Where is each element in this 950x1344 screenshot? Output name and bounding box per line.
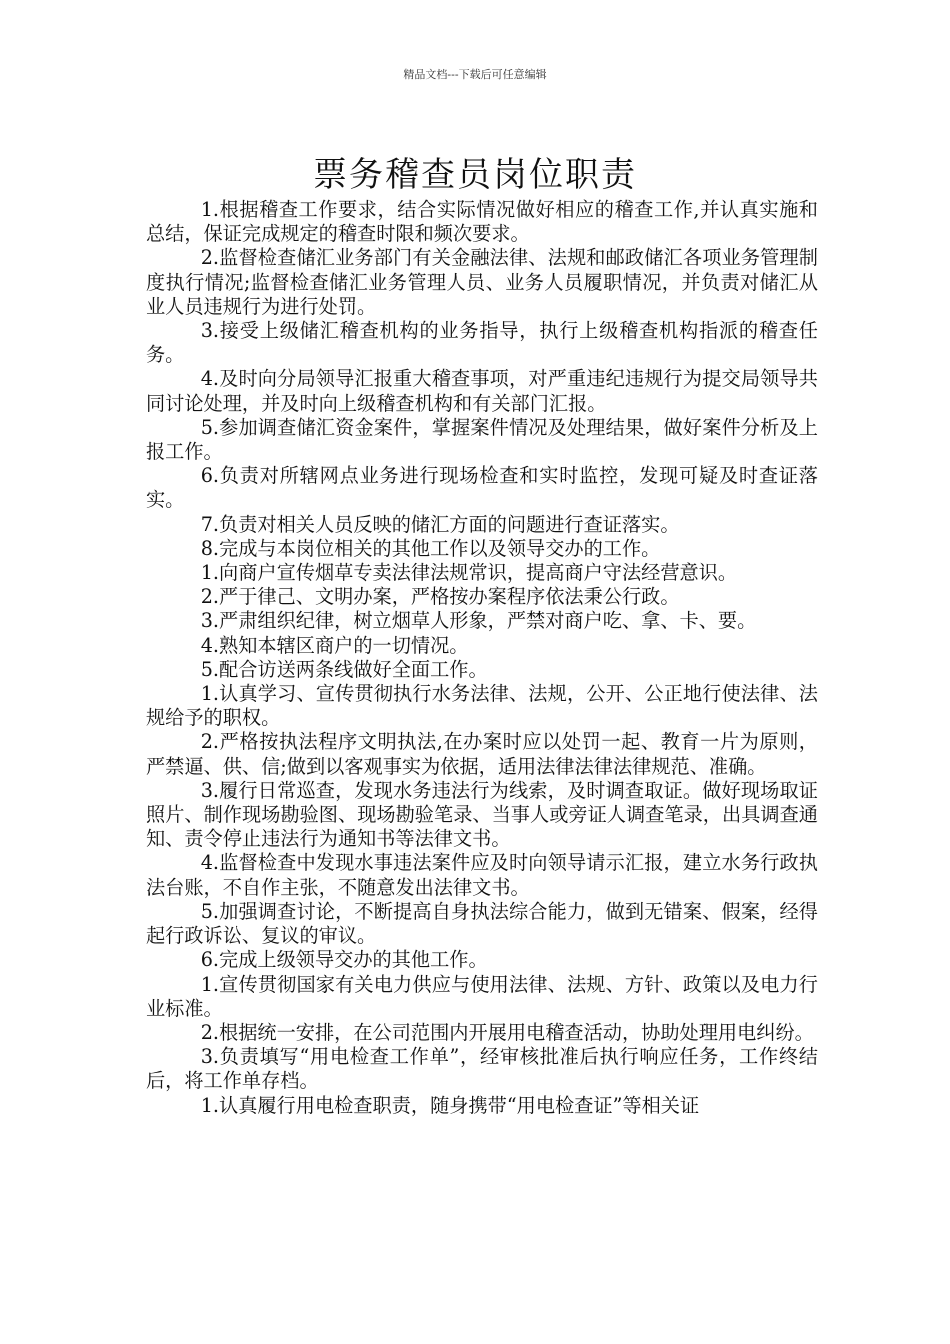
paragraph: 8.完成与本岗位相关的其他工作以及领导交办的工作。 <box>200 536 661 560</box>
paragraph: 3.负责填写“用电检查工作单”，经审核批准后执行响应任务，工作终结后，将工作单存档。 <box>146 1045 818 1093</box>
paragraph: 2.监督检查储汇业务部门有关金融法律、法规和邮政储汇各项业务管理制度执行情况;监督检查储汇业务管理人员、业务人员履职情况，并负责对储汇从业人员违规行为进行处罚。 <box>146 246 818 318</box>
paragraph: 4.熟知本辖区商户的一切情况。 <box>200 633 469 657</box>
paragraph: 1.根据稽查工作要求，结合实际情况做好相应的稽查工作,并认真实施和总结，保证完成规定的稽查时限和频次要求。 <box>146 198 818 246</box>
paragraph: 1.宣传贯彻国家有关电力供应与使用法律、法规、方针、政策以及电力行业标准。 <box>146 972 818 1020</box>
paragraph: 3.接受上级储汇稽查机构的业务指导，执行上级稽查机构指派的稽查任务。 <box>146 319 818 367</box>
document-title: 票务稽查员岗位职责 <box>313 154 637 195</box>
paragraph: 3.严肃组织纪律，树立烟草人形象，严禁对商户吃、拿、卡、要。 <box>200 609 757 633</box>
paragraph: 2.严格按执法程序文明执法,在办案时应以处罚一起、教育一片为原则，严禁逼、供、信;做到以客观事实为依据，适用法律法律法律规范、准确。 <box>146 730 818 778</box>
paragraph: 1.向商户宣传烟草专卖法律法规常识，提高商户守法经营意识。 <box>200 561 738 585</box>
page-header-note: 精品文档---下载后可任意编辑 <box>403 68 547 81</box>
document-body <box>146 198 818 1118</box>
paragraph: 1.认真履行用电检查职责，随身携带“用电检查证”等相关证 <box>200 1093 700 1117</box>
paragraph: 6.负责对所辖网点业务进行现场检查和实时监控，发现可疑及时查证落实。 <box>146 464 818 512</box>
paragraph: 5.配合访送两条线做好全面工作。 <box>200 657 488 681</box>
paragraph: 6.完成上级领导交办的其他工作。 <box>200 948 488 972</box>
paragraph: 7.负责对相关人员反映的储汇方面的问题进行查证落实。 <box>200 512 680 536</box>
paragraph: 1.认真学习、宣传贯彻执行水务法律、法规，公开、公正地行使法律、法规给予的职权。 <box>146 682 818 730</box>
paragraph: 2.根据统一安排，在公司范围内开展用电稽查活动，协助处理用电纠纷。 <box>200 1020 814 1044</box>
paragraph: 5.加强调查讨论，不断提高自身执法综合能力，做到无错案、假案，经得起行政诉讼、复议的审议。 <box>146 899 818 948</box>
paragraph: 5.参加调查储汇资金案件，掌握案件情况及处理结果，做好案件分析及上报工作。 <box>146 415 818 464</box>
paragraph: 2.严于律己、文明办案，严格按办案程序依法秉公行政。 <box>200 585 680 609</box>
paragraph: 4.监督检查中发现水事违法案件应及时向领导请示汇报，建立水务行政执法台账，不自作主张，不随意发出法律文书。 <box>146 851 818 899</box>
paragraph: 4.及时向分局领导汇报重大稽查事项，对严重违纪违规行为提交局领导共同讨论处理，并及时向上级稽查机构和有关部门汇报。 <box>146 367 818 415</box>
paragraph: 3.履行日常巡查，发现水务违法行为线索，及时调查取证。做好现场取证照片、制作现场勘验图、现场勘验笔录、当事人或旁证人调查笔录，出具调查通知、责令停止违法行为通知书等法律文书。 <box>146 778 818 851</box>
